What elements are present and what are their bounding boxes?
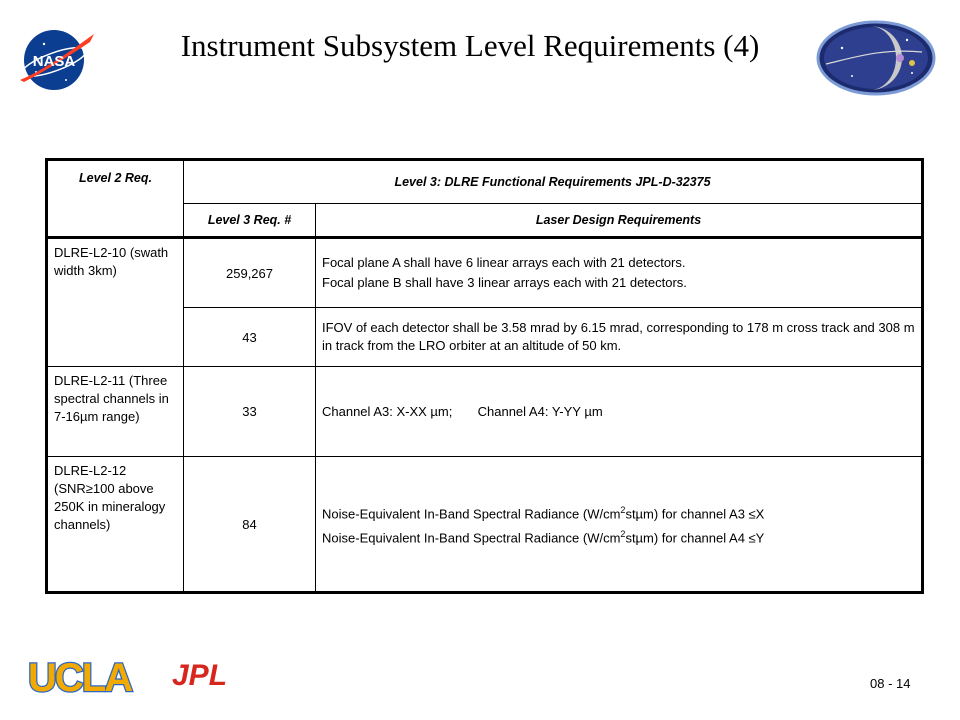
nasa-logo	[14, 22, 98, 94]
nasa-logo-text: NASA	[32, 53, 76, 70]
level3-num: 33	[184, 367, 316, 457]
header-design: Laser Design Requirements	[316, 204, 922, 238]
header-level3-group: Level 3: DLRE Functional Requirements JPL-D-32375	[184, 161, 922, 204]
design-requirement: Channel A3: X-XX µm; Channel A4: Y-YY µm	[316, 367, 922, 457]
ucla-logo-text: UCLA	[28, 656, 132, 697]
jpl-logo	[170, 658, 265, 690]
requirement-line: Focal plane B shall have 3 linear arrays each with 21 detectors.	[322, 275, 687, 290]
requirement-line: Focal plane A shall have 6 linear arrays each with 21 detectors.	[322, 255, 686, 270]
mission-logo	[812, 18, 940, 98]
page-title: Instrument Subsystem Level Requirements (4)	[180, 28, 760, 63]
level2-req: DLRE-L2-12 (SNR≥100 above 250K in mineralogy channels)	[48, 457, 184, 592]
requirement-line: IFOV of each detector shall be 3.58 mrad by 6.15 mrad, corresponding to 178 m cross track and 308 m in track from the LRO orbiter at an altitude of 50 km.	[322, 320, 915, 353]
table-row	[48, 367, 922, 457]
jpl-logo-text: JPL	[172, 659, 228, 690]
level2-req: DLRE-L2-10 (swath width 3km)	[48, 238, 184, 367]
table-row	[48, 238, 922, 308]
design-requirement	[316, 238, 922, 308]
design-requirement	[316, 308, 922, 367]
header-level2: Level 2 Req.	[48, 161, 184, 238]
page-number: 08 - 14	[870, 676, 911, 691]
ucla-logo	[26, 653, 136, 697]
requirement-line: Noise-Equivalent In-Band Spectral Radiance $(W/cm^2st\mu m)$ for channel A4 ≤Y	[322, 529, 765, 546]
header-level3-num: Level 3 Req. #	[184, 204, 316, 238]
level3-num: 43	[184, 308, 316, 367]
requirement-line: Noise-Equivalent In-Band Spectral Radiance $(W/cm^2st\mu m)$ for channel A3 ≤X	[322, 504, 765, 521]
requirements-table	[47, 160, 922, 592]
level2-req: DLRE-L2-11 (Three spectral channels in 7-16µm range)	[48, 367, 184, 457]
level3-num: 259,267	[184, 238, 316, 308]
table-row	[48, 457, 922, 592]
design-requirement	[316, 457, 922, 592]
level3-num: 84	[184, 457, 316, 592]
